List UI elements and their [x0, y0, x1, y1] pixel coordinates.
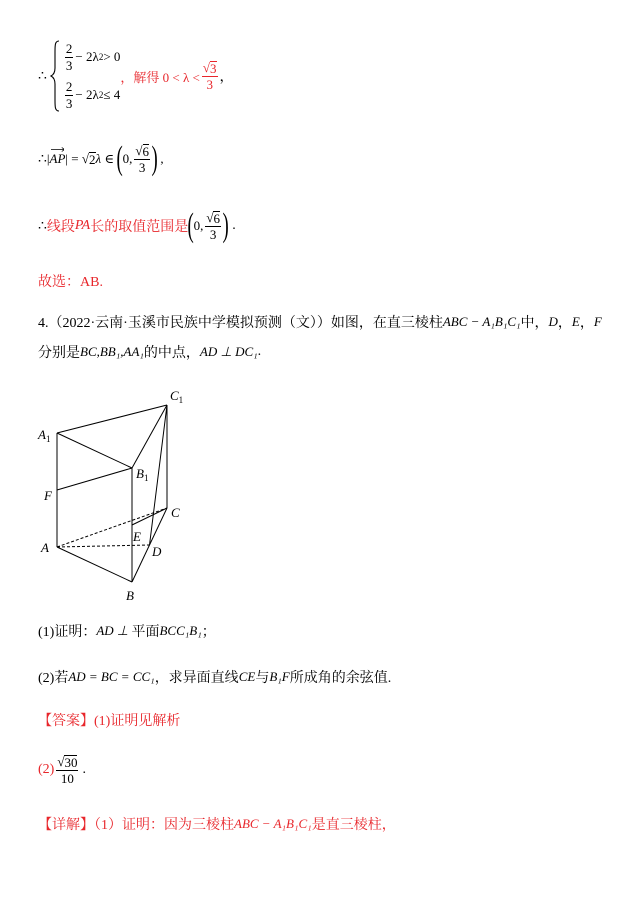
- prism-name: ABC − A₁B₁C₁: [234, 816, 312, 831]
- fraction-denominator: 3: [206, 76, 213, 92]
- vector-arrow-icon: [51, 147, 65, 152]
- radicand: 2: [89, 152, 96, 167]
- edge-AB: [57, 547, 132, 582]
- perpendicular-relation: AD ⊥: [96, 623, 132, 638]
- open-paren: (: [187, 207, 195, 244]
- label-A: A: [41, 540, 49, 555]
- punctuation: ,: [160, 151, 164, 166]
- square-root: [203, 60, 217, 76]
- detailed-solution-line: [38, 814, 396, 834]
- expression: − 2λ: [75, 87, 99, 102]
- prism-figure: [30, 380, 200, 610]
- line-CE: CE: [238, 669, 256, 684]
- question-part-1: [38, 621, 216, 641]
- line-B1F: B₁F: [269, 669, 290, 684]
- hidden-edge-AC: [57, 508, 167, 547]
- fraction-numerator: [205, 210, 221, 227]
- radical-sign: √: [202, 59, 211, 75]
- abs-bar-right: |: [65, 151, 69, 166]
- open-paren: (: [116, 140, 124, 177]
- fraction-numerator: 2: [65, 40, 73, 56]
- solution-text: 【详解】（1）证明：因为三棱柱: [38, 818, 234, 833]
- segment-CE: [132, 508, 167, 525]
- answer-fraction: [56, 754, 78, 787]
- separator: ，: [557, 316, 572, 331]
- question-text: ，求异面直线: [154, 671, 239, 686]
- perpendicular-relation: AD ⊥ DC₁: [199, 344, 258, 359]
- punctuation: .: [232, 218, 236, 233]
- lambda: λ: [95, 151, 102, 166]
- point-F: F: [593, 314, 602, 329]
- point-D: D: [548, 314, 558, 329]
- question-part-2: [38, 667, 391, 687]
- solution-text: 是直三棱柱，: [311, 818, 396, 833]
- conclusion-text: 线段: [46, 220, 75, 235]
- label-D: D: [152, 544, 162, 559]
- punctuation: ；: [201, 625, 216, 640]
- plane-name: BCC₁B₁: [159, 623, 202, 638]
- square-root: [206, 210, 220, 226]
- statement-text: 的中点，: [143, 346, 200, 361]
- relation: ≤ 4: [103, 87, 121, 102]
- answer-part-2-line: [38, 750, 86, 790]
- separator: ，: [579, 316, 594, 331]
- fraction-denominator: 10: [60, 770, 74, 786]
- question-text: 所成角的余弦值.: [289, 671, 392, 686]
- radicand: 3: [210, 60, 217, 76]
- vector-length-line: [38, 138, 164, 180]
- equality-condition: AD = BC = CC₁: [68, 669, 155, 684]
- segment-PA: PA: [74, 218, 91, 233]
- answer-part-1: 【答案】(1)证明见解析: [38, 714, 181, 729]
- interval-start: 0,: [122, 151, 133, 166]
- inequality-system-line: [38, 38, 234, 114]
- punctuation: .: [257, 344, 262, 359]
- part-label: (2): [38, 762, 55, 777]
- radical-sign: √: [81, 151, 90, 166]
- plane-text: 平面: [131, 625, 160, 640]
- radical-sign: √: [57, 753, 65, 769]
- problem-statement-line-1: [38, 312, 602, 332]
- edge-B1C1: [132, 405, 167, 468]
- segment-FB1: [57, 468, 132, 490]
- problem-prefix: 4.（2022·云南·玉溪市民族中学模拟预测（文））如图，在直三棱柱: [38, 316, 443, 331]
- range-conclusion-line: [38, 204, 236, 248]
- edge-A1C1: [57, 405, 167, 433]
- solve-result-text: ，解得 0 < λ <: [120, 69, 200, 85]
- label-A1: $A_1$: [38, 427, 51, 444]
- inequality-row-1: $\frac{2}{3}$ − 2λ 2 > 0: [65, 40, 121, 73]
- vector-AP: [49, 151, 69, 167]
- answer-heading-line: [38, 710, 180, 730]
- square-root: [57, 754, 77, 770]
- radicand: 30: [64, 754, 78, 770]
- interval-end-fraction: [205, 210, 221, 243]
- label-B: B: [126, 588, 134, 603]
- therefore-symbol: ∴: [38, 151, 47, 167]
- statement-text: 中，: [520, 316, 549, 331]
- interval-start: 0,: [193, 218, 204, 233]
- fraction-denominator: 3: [65, 57, 73, 73]
- fraction-denominator: 3: [138, 159, 146, 175]
- inequality-system: [63, 38, 120, 114]
- close-paren: ): [222, 207, 229, 244]
- conclusion-text: 长的取值范围是: [90, 220, 189, 235]
- statement-text: 分别是: [38, 346, 80, 361]
- radical-sign: √: [135, 142, 143, 158]
- punctuation: ，: [219, 70, 234, 85]
- interval-end-fraction: [134, 143, 150, 176]
- fraction-numerator: [134, 143, 150, 160]
- segment-C1D: [150, 405, 168, 545]
- edge-A1B1: [57, 433, 132, 468]
- radical-sign: √: [206, 209, 214, 225]
- close-paren: ): [151, 140, 158, 177]
- punctuation: .: [82, 762, 86, 777]
- square-root: [82, 151, 96, 167]
- fraction-numerator: [56, 754, 78, 771]
- solve-fraction: [202, 60, 218, 93]
- label-E: E: [133, 529, 141, 544]
- radicand: 6: [213, 210, 220, 226]
- label-F: F: [44, 488, 52, 503]
- relation: > 0: [103, 49, 121, 64]
- part-label: (2)若: [38, 671, 69, 686]
- expression: − 2λ: [75, 49, 99, 64]
- segment-list: BC,BB₁,AA₁: [80, 344, 144, 359]
- fraction: [65, 41, 74, 74]
- prism-name: ABC − A₁B₁C₁: [442, 314, 521, 329]
- problem-statement-line-2: [38, 342, 261, 362]
- square-root: [135, 143, 149, 159]
- question-text: 与: [255, 671, 270, 686]
- left-brace: [50, 38, 60, 114]
- equals: =: [68, 151, 82, 166]
- vector-label: AP: [49, 151, 66, 166]
- fraction-numerator: [202, 60, 218, 77]
- fraction-denominator: 3: [209, 226, 217, 242]
- answer-choice: 故选：AB.: [38, 275, 103, 290]
- label-C1: $C_1$: [170, 388, 184, 405]
- abs-bar-left: |: [46, 151, 50, 166]
- therefore-symbol: ∴: [38, 218, 47, 234]
- label-B1: $B_1$: [136, 466, 149, 483]
- hidden-segment-AD: [57, 545, 150, 547]
- element-of: ∈: [101, 151, 118, 166]
- fraction: [65, 79, 74, 112]
- label-C: C: [171, 505, 180, 520]
- answer-choice-line: [38, 271, 103, 291]
- point-E: E: [571, 314, 580, 329]
- radicand: 6: [142, 143, 149, 159]
- fraction-denominator: 3: [65, 95, 73, 111]
- fraction-numerator: 2: [65, 78, 73, 94]
- therefore-symbol: ∴: [38, 68, 47, 84]
- part-label: (1)证明：: [38, 625, 97, 640]
- inequality-row-2: $\frac{2}{3}$ − 2λ 2 ≤ 4: [65, 78, 121, 111]
